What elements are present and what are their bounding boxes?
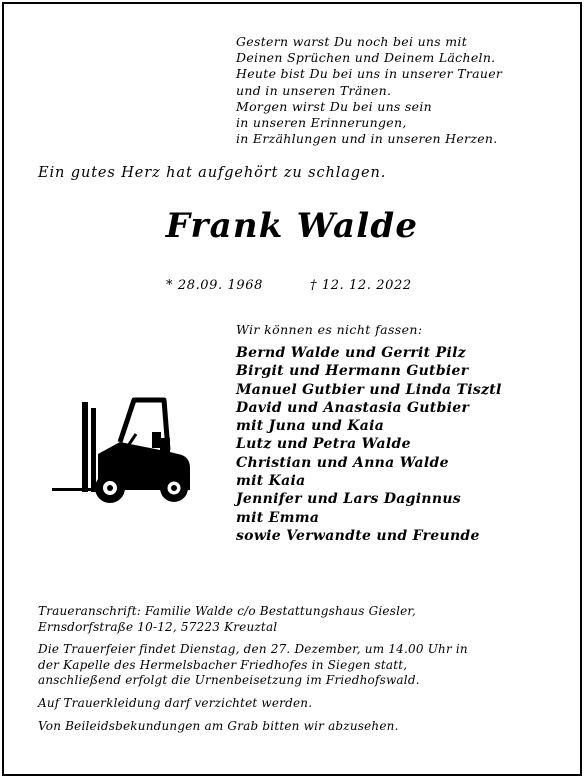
footer-line: Auf Trauerkleidung darf verzichtet werden. <box>38 695 313 710</box>
mourner-line: Manuel Gutbier und Linda Tisztl <box>236 381 502 398</box>
poem-line: Heute bist Du bei uns in unserer Trauer <box>236 66 503 82</box>
poem-line: in unseren Erinnerungen, <box>236 115 407 131</box>
death-date: † 12. 12. 2022 <box>310 278 412 293</box>
poem-line: Deinen Sprüchen und Deinem Lächeln. <box>236 50 496 66</box>
poem-line: in Erzählungen und in unseren Herzen. <box>236 131 498 147</box>
obituary-notice <box>2 2 582 776</box>
footer-line: Von Beileidsbekundungen am Grab bitten wir abzusehen. <box>38 718 399 733</box>
footer-line: Die Trauerfeier findet Dienstag, den 27. Dezember, um 14.00 Uhr in <box>38 642 468 657</box>
forklift-icon <box>48 394 208 504</box>
mourners-intro: Wir können es nicht fassen: <box>236 322 423 337</box>
mourner-line: mit Kaia <box>236 473 306 490</box>
tagline: Ein gutes Herz hat aufgehört zu schlagen. <box>38 165 387 181</box>
poem-line: und in unseren Tränen. <box>236 82 392 98</box>
mourners-list <box>236 344 576 545</box>
deceased-name: Frank Walde <box>165 206 419 246</box>
mourner-line: Lutz und Petra Walde <box>236 436 411 453</box>
mourner-line: sowie Verwandte und Freunde <box>236 527 480 544</box>
address-paragraph <box>38 604 578 635</box>
poem <box>236 34 576 147</box>
notice-footer <box>38 604 578 741</box>
footer-line: Ernsdorfstraße 10-12, 57223 Kreuztal <box>38 619 278 634</box>
birth-date: * 28.09. 1968 <box>166 278 263 293</box>
ceremony-paragraph <box>38 642 578 689</box>
mourner-line: Christian und Anna Walde <box>236 454 449 471</box>
mourner-line: David und Anastasia Gutbier <box>236 399 470 416</box>
poem-line: Morgen wirst Du bei uns sein <box>236 98 432 114</box>
footer-line: Traueranschrift: Familie Walde c/o Bestattungshaus Giesler, <box>38 604 417 618</box>
mourner-line: Jennifer und Lars Daginnus <box>236 491 461 508</box>
mourner-line: Birgit und Hermann Gutbier <box>236 363 469 380</box>
footer-line: der Kapelle des Hermelsbacher Friedhofes in Siegen statt, <box>38 657 408 672</box>
condolences-paragraph <box>38 719 578 735</box>
mourner-line: mit Emma <box>236 509 320 526</box>
dress-paragraph <box>38 696 578 712</box>
mourner-line: Bernd Walde und Gerrit Pilz <box>236 345 466 361</box>
footer-line: anschließend erfolgt die Urnenbeisetzung im Friedhofswald. <box>38 673 420 688</box>
poem-line: Gestern warst Du noch bei uns mit <box>236 34 468 49</box>
mourner-line: mit Juna und Kaia <box>236 418 385 435</box>
